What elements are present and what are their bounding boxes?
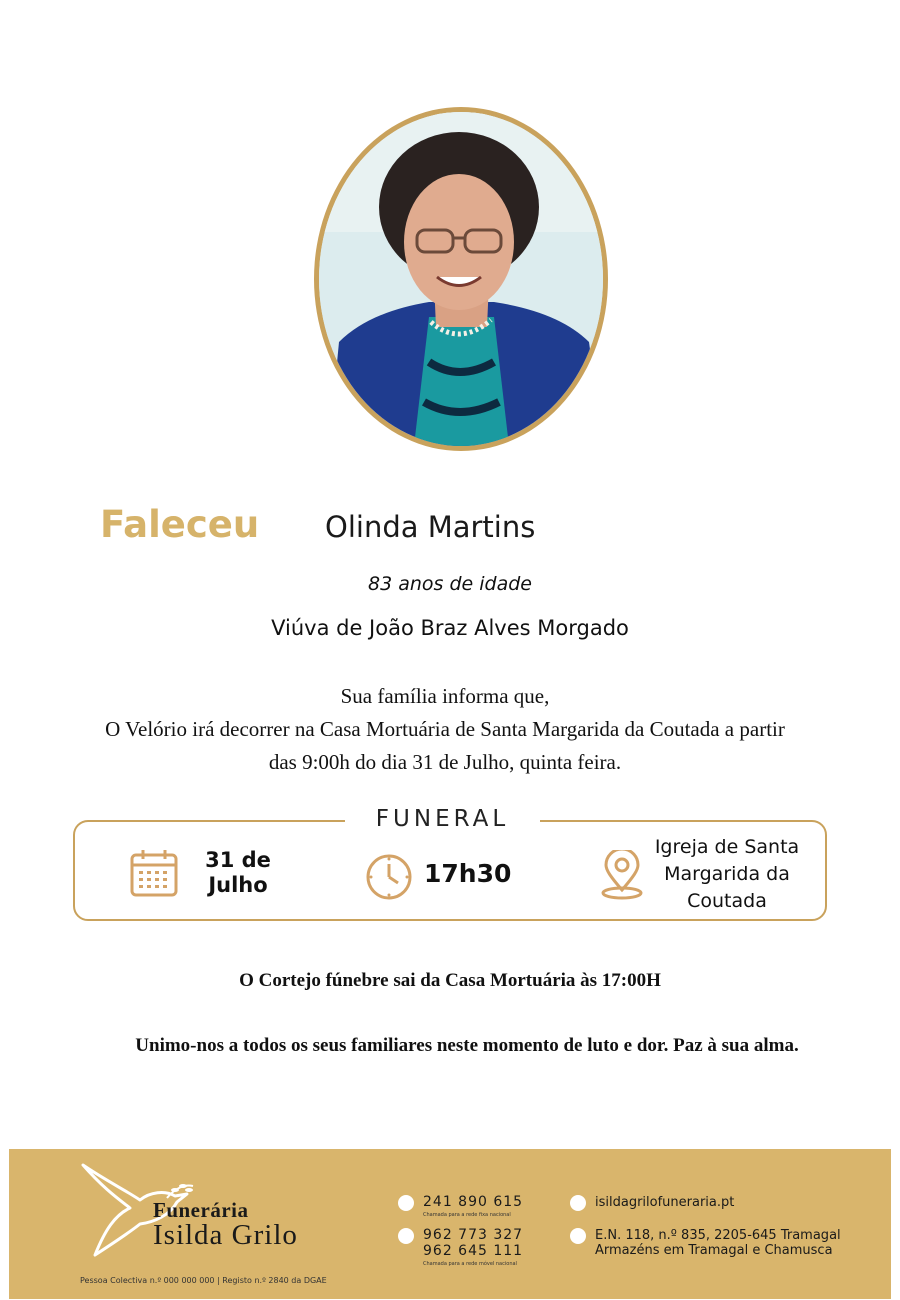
website-link[interactable]: isildagrilofuneraria.pt	[595, 1195, 735, 1210]
cortejo-note: O Cortejo fúnebre sai da Casa Mortuária às 17:00H	[239, 970, 661, 991]
brand-name-line-1: Funerária	[153, 1198, 249, 1222]
address-line-1: E.N. 118, n.º 835, 2205-645 Tramagal	[595, 1228, 841, 1243]
funeral-place	[646, 834, 808, 915]
info-line-3: das 9:00h do dia 31 de Julho, quinta feira.	[268, 750, 622, 774]
deceased-age: 83 anos de idade	[368, 573, 532, 595]
brand-name-line-2: Isilda Grilo	[153, 1219, 298, 1251]
funeral-place-line-3: Coutada	[687, 890, 767, 912]
funeral-place-line-2: Margarida da	[664, 863, 790, 885]
faleceu-heading: Faleceu	[100, 503, 260, 546]
funeral-place-line-1: Igreja de Santa	[654, 836, 800, 858]
mobile-icon	[398, 1228, 414, 1244]
widow-of-text: Viúva de João Braz Alves Morgado	[271, 616, 629, 640]
info-line-2: O Velório irá decorrer na Casa Mortuária de Santa Margarida da Coutada a partir	[105, 717, 785, 741]
clock-icon	[365, 853, 413, 901]
landline-note: Chamada para a rede fixa nacional	[423, 1212, 511, 1218]
calendar-icon	[130, 849, 178, 897]
funeral-title: FUNERAL	[375, 806, 510, 832]
funeral-date-line-1: 31 de	[205, 848, 271, 872]
deceased-portrait	[314, 107, 608, 451]
funeral-date	[203, 848, 273, 898]
send-icon	[570, 1195, 586, 1211]
wake-information	[0, 680, 890, 779]
address-line-2: Armazéns em Tramagal e Chamusca	[595, 1243, 833, 1258]
funeral-time: 17h30	[424, 859, 512, 888]
mobile-number-1[interactable]: 962 773 327	[423, 1227, 524, 1243]
portrait-image	[319, 112, 603, 446]
mobile-number-2[interactable]: 962 645 111	[423, 1243, 524, 1259]
legal-registration: Pessoa Colectiva n.º 000 000 000 | Registo n.º 2840 da DGAE	[80, 1276, 327, 1285]
mobile-note: Chamada para a rede móvel nacional	[423, 1261, 517, 1267]
info-line-1: Sua família informa que,	[340, 684, 550, 708]
address	[595, 1228, 841, 1258]
condolences-note: Unimo-nos a todos os seus familiares neste momento de luto e dor. Paz à sua alma.	[135, 1035, 799, 1056]
funeral-date-line-2: Julho	[208, 873, 268, 897]
phone-icon	[398, 1195, 414, 1211]
location-icon	[570, 1228, 586, 1244]
deceased-name: Olinda Martins	[325, 510, 536, 544]
location-pin-icon	[600, 850, 644, 900]
landline-number[interactable]: 241 890 615	[423, 1194, 524, 1210]
